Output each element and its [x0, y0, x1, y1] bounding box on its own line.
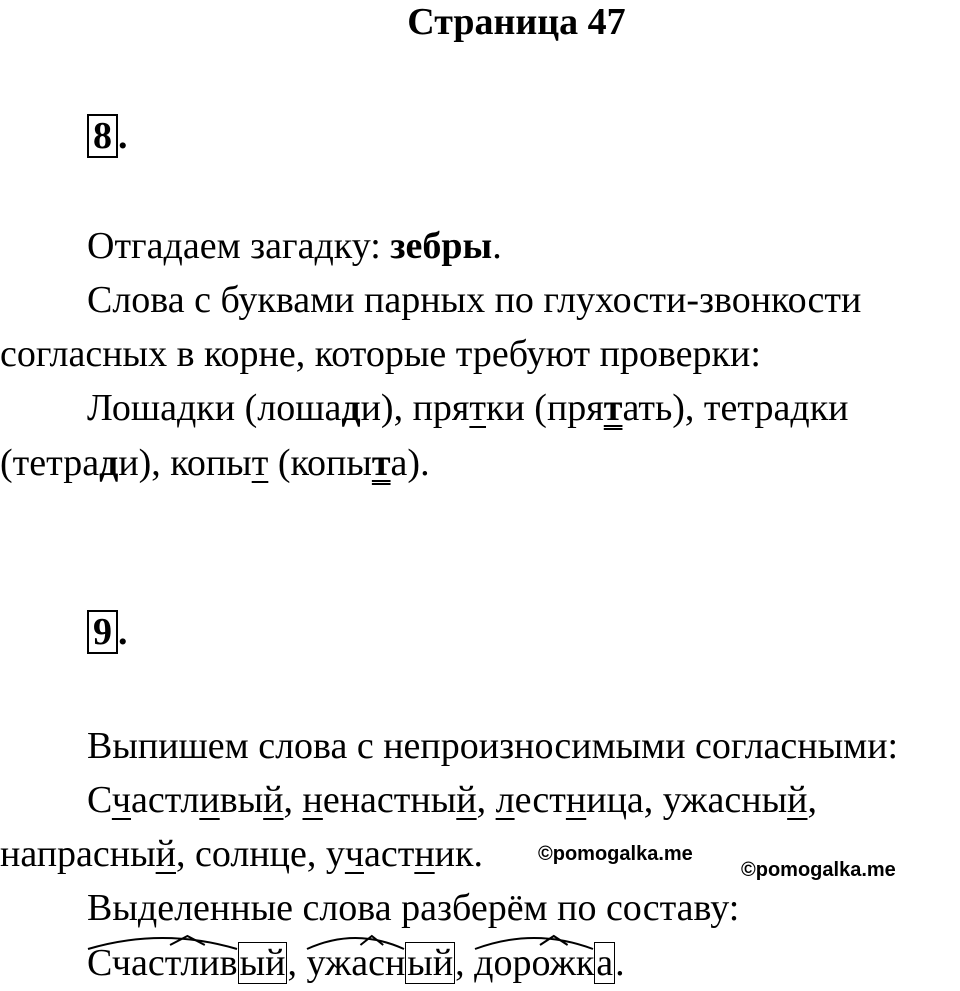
morph-word-1: Счастливый — [87, 935, 287, 991]
morpheme-analysis: Счастливый , ужасный , дорожка . — [87, 935, 625, 991]
page-title: Страница 47 — [407, 1, 626, 43]
ending-box: а — [596, 942, 614, 984]
exercise-8-number: 8 . — [87, 114, 128, 158]
ending-box: ый — [239, 942, 286, 984]
watermark: ©pomogalka.me — [538, 843, 693, 865]
ex9-line-1: Выпишем слова с непроизносимыми согласными: — [87, 725, 899, 767]
morph-word-2: ужасный — [306, 935, 455, 991]
ex9-line-2: Счастливый, ненастный, лестница, ужасный, — [87, 779, 817, 821]
watermark: ©pomogalka.me — [741, 859, 896, 881]
riddle-line: Отгадаем загадку: зебры. — [87, 225, 502, 267]
ex8-line-2: Слова с буквами парных по глухости-звонкости — [87, 279, 862, 321]
ending-box: ый — [407, 942, 454, 984]
riddle-answer: зебры — [390, 225, 493, 267]
ex9-line-4: Выделенные слова разберём по составу: — [87, 887, 740, 929]
ex8-line-3: согласных в корне, которые требуют проверки: — [0, 333, 761, 375]
ex9-line-3: напрасный, солнце, участник. — [0, 833, 483, 875]
ex8-words-line-2: (тетради), копыт (копыта). — [0, 442, 430, 484]
ex8-words-line-1: Лошадки (лошади), прятки (прятать), тетрадки — [87, 387, 849, 429]
exercise-9-number: 9 . — [87, 610, 128, 654]
morph-word-3: дорожка — [474, 935, 615, 991]
